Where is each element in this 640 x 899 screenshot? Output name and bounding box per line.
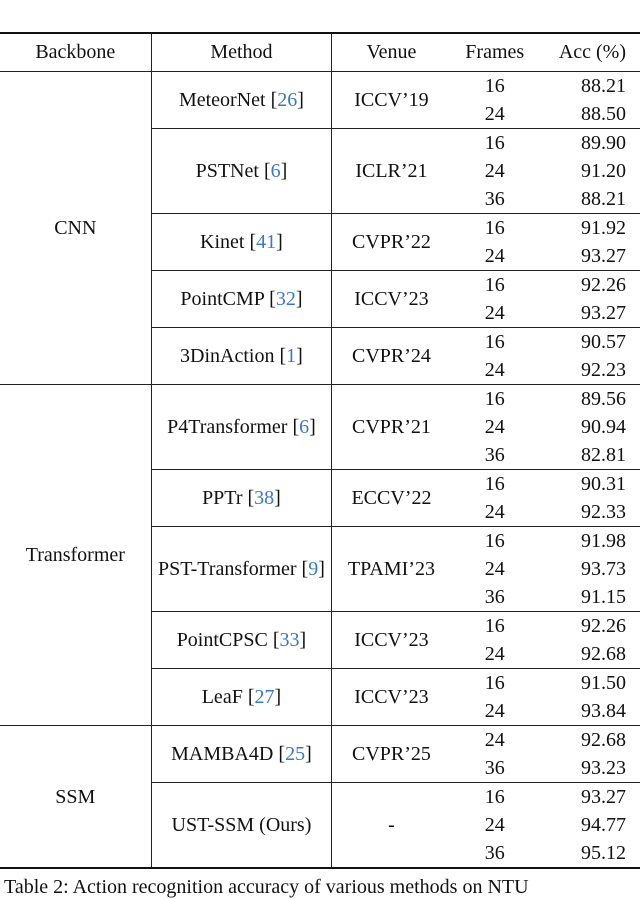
acc-cell: 92.26 <box>539 612 640 641</box>
method-cell <box>151 612 332 669</box>
frames-cell: 36 <box>484 757 505 779</box>
venue-cell: ICLR’21 <box>332 129 451 214</box>
header-backbone: Backbone <box>0 33 151 72</box>
citation-link: 25 <box>285 743 306 765</box>
acc-cell: 92.26 <box>539 271 640 300</box>
acc-cell: 93.27 <box>539 783 640 812</box>
frames-cell: 24 <box>484 160 505 182</box>
header-acc: Acc (%) <box>539 33 640 72</box>
frames-cell: 16 <box>451 612 539 641</box>
method-cell <box>151 385 332 470</box>
acc-cell: 91.92 <box>539 214 640 243</box>
citation-link: 33 <box>279 629 300 651</box>
acc-cell: 90.57 <box>539 328 640 357</box>
method-cell <box>151 527 332 612</box>
frames-cell: 24 <box>484 245 505 267</box>
table-row <box>0 385 640 414</box>
venue-cell: ECCV’22 <box>332 470 451 527</box>
header-frames: Frames <box>451 33 539 72</box>
citation: [32] <box>264 288 303 310</box>
frames-cell: 36 <box>451 839 539 868</box>
acc-cell: 90.31 <box>539 470 640 499</box>
citation: [1] <box>274 345 303 367</box>
frames-cell: 24 <box>451 726 539 755</box>
acc-cell: 93.73 <box>581 558 626 580</box>
venue-cell: CVPR’24 <box>332 328 451 385</box>
citation: [41] <box>244 231 283 253</box>
acc-cell: 92.33 <box>581 501 626 523</box>
method-name: PointCPSC <box>176 629 268 651</box>
method-name: PSTNet <box>195 160 259 182</box>
method-name: PST-Transformer <box>158 558 297 580</box>
table-body <box>0 72 640 869</box>
acc-cell: 92.68 <box>581 643 626 665</box>
method-cell <box>151 726 332 783</box>
method-name: UST-SSM (Ours) <box>171 814 312 836</box>
acc-cell: 89.90 <box>539 129 640 158</box>
frames-cell: 16 <box>451 470 539 499</box>
citation: [26] <box>265 89 304 111</box>
acc-cell: 93.27 <box>581 302 626 324</box>
frames-cell: 24 <box>484 501 505 523</box>
method-cell <box>151 129 332 214</box>
header-venue: Venue <box>332 33 451 72</box>
acc-cell: 91.50 <box>539 669 640 698</box>
citation-link: 9 <box>308 558 319 580</box>
frames-cell: 36 <box>484 586 505 608</box>
table-row <box>0 72 640 101</box>
acc-cell: 92.68 <box>539 726 640 755</box>
acc-cell: 89.56 <box>539 385 640 414</box>
frames-cell: 36 <box>484 188 505 210</box>
method-cell <box>151 214 332 271</box>
acc-cell: 95.12 <box>539 839 640 868</box>
method-cell <box>151 783 332 869</box>
citation: [38] <box>242 487 281 509</box>
frames-cell: 16 <box>451 783 539 812</box>
method-name: P4Transformer <box>167 416 288 438</box>
method-name: PPTr <box>202 487 243 509</box>
acc-cell: 91.20 <box>581 160 626 182</box>
method-name: PointCMP <box>180 288 265 310</box>
frames-cell: 24 <box>484 814 505 836</box>
citation-link: 6 <box>270 160 281 182</box>
results-table <box>0 32 640 869</box>
venue-cell: TPAMI’23 <box>332 527 451 612</box>
method-cell <box>151 669 332 726</box>
frames-cell: 24 <box>484 359 505 381</box>
citation: [27] <box>242 686 282 708</box>
frames-cell: 16 <box>451 527 539 556</box>
method-cell <box>151 328 332 385</box>
method-name: Kinet <box>200 231 245 253</box>
citation: [33] <box>267 629 307 651</box>
acc-cell: 93.84 <box>581 700 626 722</box>
frames-cell: 24 <box>484 558 505 580</box>
acc-cell: 82.81 <box>581 444 626 466</box>
acc-cell: 88.50 <box>581 103 626 125</box>
frames-cell: 36 <box>484 444 505 466</box>
acc-cell: 88.21 <box>581 188 626 210</box>
frames-cell: 16 <box>451 669 539 698</box>
citation: [25] <box>273 743 312 765</box>
method-cell <box>151 72 332 129</box>
venue-cell: ICCV’19 <box>354 89 429 111</box>
acc-cell: 88.21 <box>581 75 626 97</box>
header-method: Method <box>151 33 332 72</box>
citation: [6] <box>287 416 316 438</box>
citation-link: 26 <box>277 89 298 111</box>
method-cell <box>151 271 332 328</box>
frames-cell: 24 <box>484 700 505 722</box>
header-row <box>0 33 640 72</box>
citation-link: 38 <box>254 487 275 509</box>
frames-cell: 16 <box>484 75 505 97</box>
acc-cell: 93.23 <box>581 757 626 779</box>
frames-cell: 24 <box>484 643 505 665</box>
acc-cell: 91.98 <box>539 527 640 556</box>
citation-link: 32 <box>275 288 296 310</box>
venue-cell: ICCV’23 <box>332 271 451 328</box>
backbone-cell: Transformer <box>0 385 151 726</box>
method-name: 3DinAction <box>180 345 275 367</box>
method-name: MAMBA4D <box>171 743 274 765</box>
venue-cell: - <box>332 783 451 869</box>
citation-link: 1 <box>286 345 297 367</box>
method-name: MeteorNet <box>178 89 266 111</box>
frames-cell: 16 <box>451 271 539 300</box>
frames-cell: 24 <box>484 416 505 438</box>
table-row <box>0 726 640 755</box>
backbone-cell: CNN <box>0 72 151 385</box>
frames-cell: 16 <box>451 328 539 357</box>
method-cell <box>151 470 332 527</box>
frames-cell: 16 <box>451 385 539 414</box>
table-caption: Table 2: Action recognition accuracy of various methods on NTU <box>4 876 529 898</box>
acc-cell: 93.27 <box>581 245 626 267</box>
venue-cell: CVPR’21 <box>332 385 451 470</box>
frames-cell: 24 <box>484 302 505 324</box>
acc-cell: 92.23 <box>581 359 626 381</box>
acc-cell: 94.77 <box>581 814 626 836</box>
frames-cell: 16 <box>451 129 539 158</box>
frames-cell: 16 <box>451 214 539 243</box>
backbone-cell: SSM <box>0 726 151 869</box>
frames-cell: 24 <box>484 103 505 125</box>
citation-link: 6 <box>299 416 310 438</box>
acc-cell: 91.15 <box>581 586 626 608</box>
venue-cell: ICCV’23 <box>332 612 451 669</box>
citation: [9] <box>296 558 325 580</box>
venue-cell: CVPR’22 <box>332 214 451 271</box>
method-name: LeaF <box>201 686 243 708</box>
citation-link: 41 <box>256 231 277 253</box>
citation-link: 27 <box>254 686 275 708</box>
venue-cell: CVPR’25 <box>332 726 451 783</box>
citation: [6] <box>258 160 288 182</box>
acc-cell: 90.94 <box>581 416 626 438</box>
venue-cell: ICCV’23 <box>332 669 451 726</box>
